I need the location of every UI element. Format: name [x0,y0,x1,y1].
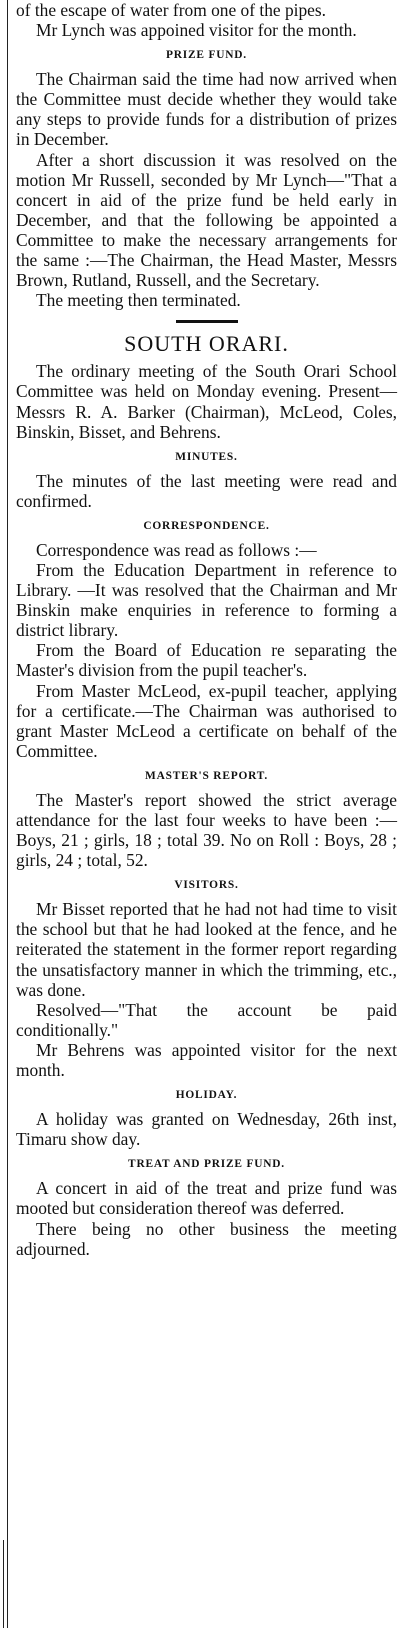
paragraph-correspondence-3: From the Board of Education re separating the Master's division from the pupil teacher's. [16,640,397,681]
paragraph-visitors-3: Mr Behrens was appointed visitor for the next month. [16,1039,397,1081]
paragraph-prize-2: After a short discussion it was resolved on the motion Mr Russell, seconded by Mr Lynch—"That a concert in aid of the prize fund be held early in December, and that the following be appointed a Committee to make the necessary arrangements for the same :—The Chairman, the Head Master, Messrs Brown, Rutland, Russell, and the Secretary. [16,149,397,291]
paragraph-visitor: Mr Lynch was appoined visitor for the month. [36,20,357,41]
paragraph-prize-1: The Chairman said the time had now arrived when the Committee must decide whether they would take any steps to provide funds for a distribution of prizes in December. [16,69,397,150]
section-title: SOUTH ORARI. [124,331,289,357]
paragraph-masters-report: The Master's report showed the strict average attendance for the last four weeks to have been :—Boys, 21 ; girls, 18 ; total 39. No on Roll : Boys, 28 ; girls, 24 ; total, 52. [16,789,397,871]
paragraph-minutes: The minutes of the last meeting were read and confirmed. [16,470,397,511]
paragraph-treat: A concert in aid of the treat and prize fund was mooted but consideration thereof was deferred. [16,1178,397,1219]
paragraph-intro: of the escape of water from one of the pipes. [16,0,327,20]
paragraph-visitors-2: Resolved—"That the account be paid conditionally." [16,999,397,1040]
heading-visitors: VISITORS. [174,879,239,892]
paragraph-terminated: The meeting then terminated. [36,290,241,311]
heading-correspondence: CORRESPONDENCE. [143,519,270,532]
heading-prize-fund: PRIZE FUND. [166,49,247,62]
section-divider [176,320,238,323]
paragraph-correspondence-2: From the Education Department in reference to Library. —It was resolved that the Chairman and Mr Binskin make enquiries in reference to forming a district library. [16,559,397,641]
heading-treat-and-prize-fund: TREAT AND PRIZE FUND. [128,1158,285,1171]
paragraph-visitors-1: Mr Bisset reported that he had not had time to visit the school but that he had looked at the fence, and he reiterated the statement in the former report regarding the unsatisfactory manner in which the trimming, etc., was done. [16,899,397,1000]
heading-minutes: MINUTES. [175,450,238,463]
paragraph-closing: There being no other business the meeting adjourned. [16,1218,397,1259]
paragraph-correspondence-1: Correspondence was read as follows :— [36,539,317,560]
paragraph-correspondence-4: From Master McLeod, ex-pupil teacher, applying for a certificate.—The Chairman was authorised to grant Master McLeod a certificate on behalf of the Committee. [16,680,397,761]
heading-masters-report: MASTER'S REPORT. [145,769,268,782]
heading-holiday: HOLIDAY. [175,1089,238,1102]
paragraph-holiday: A holiday was granted on Wednesday, 26th inst, Timaru show day. [16,1109,397,1150]
paragraph-south-orari-intro: The ordinary meeting of the South Orari School Committee was held on Monday evening. Present—Messrs R. A. Barker (Chairman), McLeod, Coles, Binskin, Bisset, and Behrens. [16,361,397,442]
